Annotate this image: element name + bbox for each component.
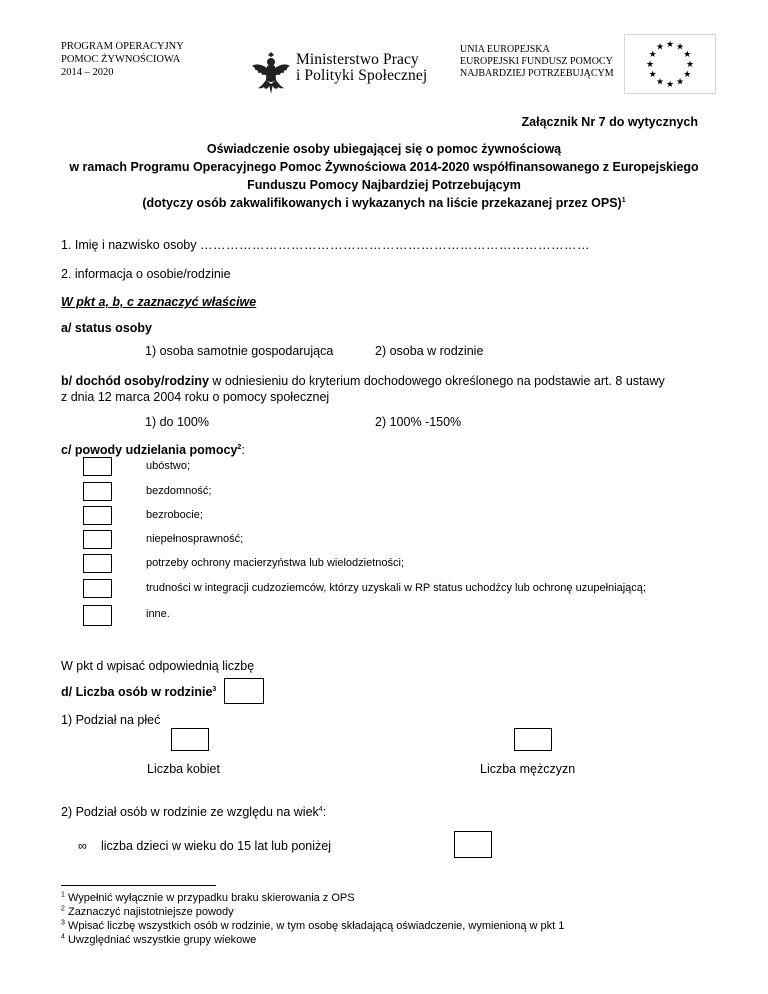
income-option-150[interactable]: 2) 100% -150% [375,415,462,429]
women-count-box[interactable] [171,728,209,751]
footnote-4-number: 4 [61,933,65,941]
reasons-heading-text: c/ powody udzielania pomocy [61,443,238,457]
eu-star-icon: ★ [675,42,685,53]
eu-text [460,44,614,80]
footnote-separator [61,885,216,886]
document-title [0,140,768,212]
family-size-footnote-ref: 3 [212,685,217,693]
eu-line-2: EUROPEJSKI FUNDUSZ POMOCY [460,56,613,67]
footnote-1-number: 1 [61,891,65,899]
income-text-1: w odniesieniu do kryterium dochodowego określonego na podstawie art. 8 ustawy [208,374,665,388]
footnote-3-text: Wpisać liczbę wszystkich osób w rodzinie, w tym osobę składającą oświadczenie, wymienioną w pkt 1 [67,920,565,932]
income-heading: b/ dochód osoby/rodziny [61,374,209,388]
status-heading: a/ status osoby [61,321,152,335]
reason-checkbox[interactable] [83,506,112,525]
footnote-4 [61,934,256,947]
eu-star-icon: ★ [683,50,692,60]
men-count-box[interactable] [514,728,552,751]
title-footnote-ref: 1 [621,196,626,204]
annex-label: Załącznik Nr 7 do wytycznych [521,115,698,129]
family-info-heading: 2. informacja o osobie/rodzinie [61,267,231,281]
footnote-1 [61,892,355,905]
eu-star-icon: ★ [685,60,695,70]
program-line-1: PROGRAM OPERACYJNY [61,41,184,52]
eu-star-icon: ★ [648,50,657,60]
age-footnote-ref: 4 [318,805,323,813]
reason-checkbox[interactable] [83,554,112,573]
reasons-footnote-ref: 2 [237,443,242,451]
reasons-heading: c/ powody udzielania pomocy$^2$: [61,443,245,457]
title-line-2: w ramach Programu Operacyjnego Pomoc Żywnościowa 2014-2020 współfinansowanego z Europejskiego [69,160,699,174]
instruction-d: W pkt d wpisać odpowiednią liczbę [61,659,255,673]
eu-star-icon: ★ [665,80,675,90]
eu-line-3: NAJBARDZIEJ POTRZEBUJĄCYM [460,68,614,79]
income-text-2: z dnia 12 marca 2004 roku o pomocy społecznej [61,390,330,404]
reason-label: ubóstwo; [146,460,191,472]
footnote-3-number: 3 [61,919,65,927]
reason-label: potrzeby ochrony macierzyństwa lub wielodzietności; [146,557,405,569]
family-size-heading [61,684,216,700]
footnote-2-text: Zaznaczyć najistotniejsze powody [67,906,234,918]
eu-star-icon: ★ [665,40,675,50]
footnote-2 [61,906,234,919]
program-logo-text [61,40,184,79]
reason-checkbox[interactable] [83,605,112,626]
children-count-box[interactable] [454,831,492,858]
men-count-label: Liczba mężczyzn [480,762,576,776]
bullet-icon: ∞ [78,839,87,853]
income-option-100[interactable]: 1) do 100% [145,415,209,429]
eu-star-icon: ★ [645,60,655,70]
name-field-row [61,237,590,253]
eu-star-icon: ★ [648,70,657,80]
reason-checkbox[interactable] [83,482,112,501]
eu-star-icon: ★ [655,77,665,88]
reason-label: inne. [146,608,170,620]
eu-star-icon: ★ [675,77,685,88]
footnote-3 [61,920,564,933]
instruction-abc: W pkt a, b, c zaznaczyć właściwe [61,295,257,309]
age-heading-text: 2) Podział osób w rodzinie ze względu na wiek [61,805,319,819]
footnote-1-text: Wypełnić wyłącznie w przypadku braku skierowania z OPS [67,892,355,904]
program-line-2: POMOC ŻYWNOŚCIOWA [61,54,181,65]
reason-checkbox[interactable] [83,579,112,598]
polish-eagle-icon [250,48,292,96]
gender-heading: 1) Podział na płeć [61,713,161,727]
name-field-dots[interactable]: ……………………………………………………………………………… [199,238,590,252]
eu-line-1: UNIA EUROPEJSKA [460,44,550,55]
reason-checkbox[interactable] [83,530,112,549]
eu-flag [624,34,716,94]
eu-star-icon: ★ [683,70,692,80]
name-label: 1. Imię i nazwisko osoby [61,238,197,252]
eu-star-icon: ★ [655,42,665,53]
status-option-single[interactable]: 1) osoba samotnie gospodarująca [145,344,334,358]
children-count-label: liczba dzieci w wieku do 15 lat lub poniżej [101,839,331,853]
title-line-1: Oświadczenie osoby ubiegającej się o pomoc żywnościową [206,142,562,156]
family-size-heading-text: d/ Liczba osób w rodzinie [61,685,213,699]
program-line-3: 2014 – 2020 [61,67,114,78]
age-heading: 2) Podział osób w rodzinie ze względu na wiek$^4$: [61,805,327,819]
reason-checkbox[interactable] [83,457,112,476]
ministry-name [296,52,427,84]
women-count-label: Liczba kobiet [147,762,220,776]
footnote-2-number: 2 [61,905,65,913]
reason-label: bezrobocie; [146,509,203,521]
title-line-3: Funduszu Pomocy Najbardziej Potrzebującym [247,178,521,192]
reason-label: niepełnosprawność; [146,533,244,545]
footnote-4-text: Uwzględniać wszystkie grupy wiekowe [67,934,257,946]
title-line-4-text: (dotyczy osób zakwalifikowanych i wykazanych na liście przekazanej przez OPS) [142,196,622,210]
reason-label: bezdomność; [146,485,212,497]
ministry-line-2: i Polityki Społecznej [296,67,428,84]
eu-stars-icon [625,35,715,93]
reason-label: trudności w integracji cudzoziemców, którzy uzyskali w RP status uchodźcy lub ochronę uzupełniającą; [146,582,646,594]
income-paragraph [61,373,711,405]
ministry-line-1: Ministerstwo Pracy [296,51,419,68]
title-line-4 [0,194,768,212]
family-size-box[interactable] [224,678,264,704]
status-option-family[interactable]: 2) osoba w rodzinie [375,344,484,358]
